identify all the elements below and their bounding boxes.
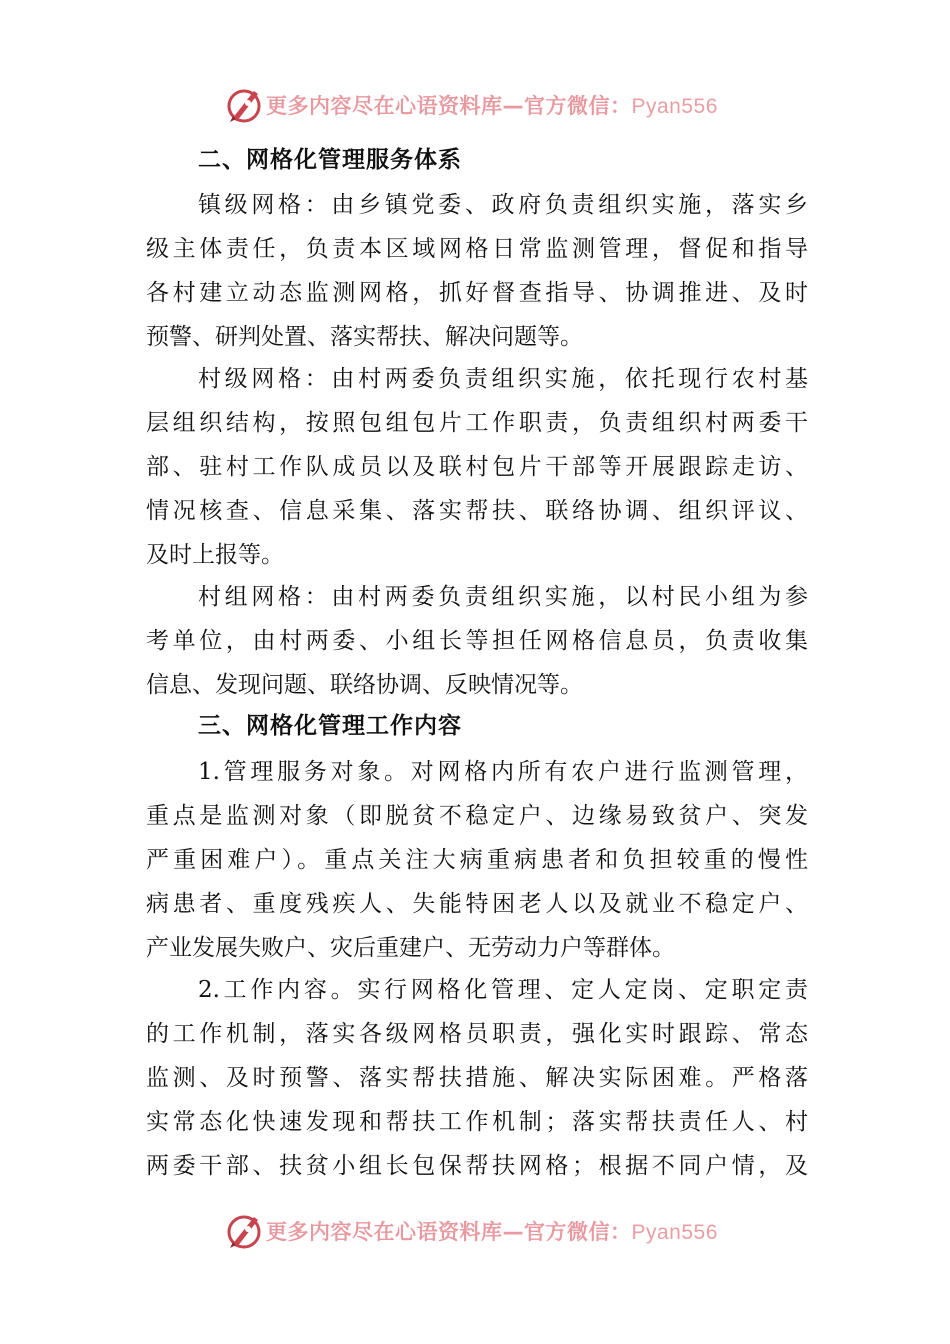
paragraph-line: 情况核查、信息采集、落实帮扶、联络协调、组织评议、 bbox=[146, 498, 808, 524]
watermark-text: 更多内容尽在心语资料库—官方微信：Pyan556 bbox=[266, 94, 718, 118]
watermark-text: 更多内容尽在心语资料库—官方微信：Pyan556 bbox=[266, 1220, 718, 1244]
section-heading-2: 二、网格化管理服务体系 bbox=[198, 147, 462, 173]
paragraph-line: 2.工作内容。实行网格化管理、定人定岗、定职定责 bbox=[198, 977, 808, 1003]
section-heading-3: 三、网格化管理工作内容 bbox=[198, 713, 462, 739]
pen-circle-logo-icon bbox=[224, 85, 264, 125]
paragraph-line: 部、驻村工作队成员以及联村包片干部等开展跟踪走访、 bbox=[146, 454, 808, 480]
paragraph-line: 监测、及时预警、落实帮扶措施、解决实际困难。严格落 bbox=[146, 1065, 808, 1091]
paragraph-line: 的工作机制，落实各级网格员职责，强化实时跟踪、常态 bbox=[146, 1021, 808, 1047]
paragraph-line: 信息、发现问题、联络协调、反映情况等。 bbox=[146, 672, 583, 698]
paragraph-line: 考单位，由村两委、小组长等担任网格信息员，负责收集 bbox=[146, 628, 808, 654]
paragraph-line: 级主体责任，负责本区域网格日常监测管理，督促和指导 bbox=[146, 236, 808, 262]
paragraph-line: 重点是监测对象（即脱贫不稳定户、边缘易致贫户、突发 bbox=[146, 803, 808, 829]
paragraph-line: 村组网格：由村两委负责组织实施，以村民小组为参 bbox=[198, 584, 808, 610]
paragraph-line: 镇级网格：由乡镇党委、政府负责组织实施，落实乡 bbox=[198, 192, 808, 218]
watermark-header bbox=[0, 80, 950, 130]
paragraph-line: 产业发展失败户、灾后重建户、无劳动力户等群体。 bbox=[146, 935, 675, 961]
pen-circle-logo-icon bbox=[224, 1211, 264, 1251]
paragraph-line: 村级网格：由村两委负责组织实施，依托现行农村基 bbox=[198, 366, 808, 392]
paragraph-line: 预警、研判处置、落实帮扶、解决问题等。 bbox=[146, 324, 583, 350]
paragraph-line: 及时上报等。 bbox=[146, 542, 284, 568]
paragraph-line: 层组织结构，按照包组包片工作职责，负责组织村两委干 bbox=[146, 410, 808, 436]
paragraph-line: 严重困难户）。重点关注大病重病患者和负担较重的慢性 bbox=[146, 847, 808, 873]
paragraph-line: 1.管理服务对象。对网格内所有农户进行监测管理， bbox=[198, 759, 808, 785]
paragraph-line: 各村建立动态监测网格，抓好督查指导、协调推进、及时 bbox=[146, 280, 808, 306]
paragraph-line: 实常态化快速发现和帮扶工作机制；落实帮扶责任人、村 bbox=[146, 1109, 808, 1135]
paragraph-line: 两委干部、扶贫小组长包保帮扶网格；根据不同户情，及 bbox=[146, 1153, 808, 1179]
watermark-footer bbox=[0, 1206, 950, 1256]
paragraph-line: 病患者、重度残疾人、失能特困老人以及就业不稳定户、 bbox=[146, 891, 808, 917]
